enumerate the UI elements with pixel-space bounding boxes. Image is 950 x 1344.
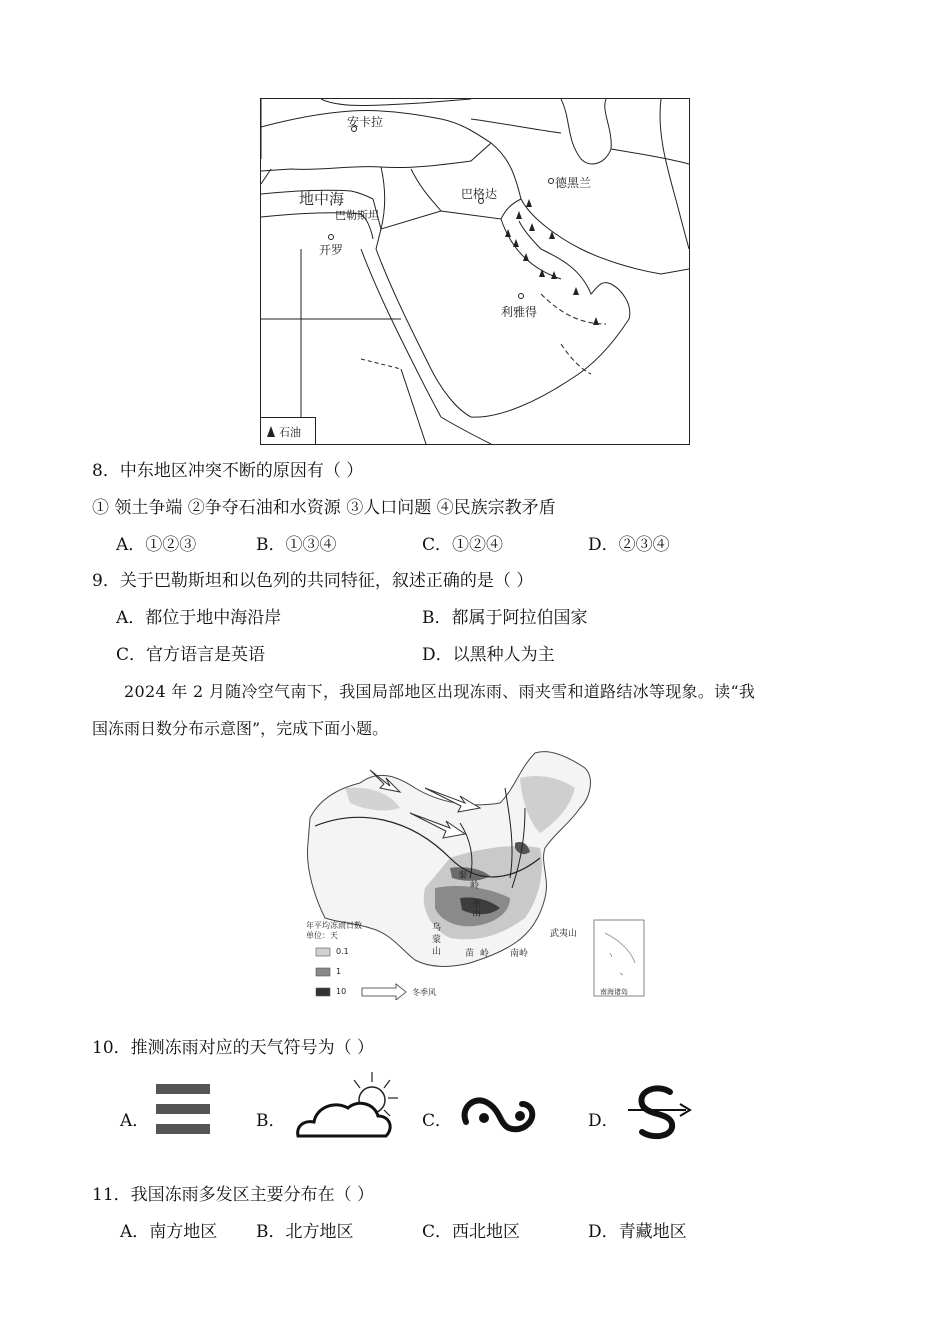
label-baghdad: 巴格达 xyxy=(461,187,498,201)
label-riyadh: 利雅得 xyxy=(501,305,538,319)
label-wumeng-1: 乌 xyxy=(432,923,442,933)
q8-option-b[interactable]: B．①③④ xyxy=(256,535,337,555)
q11-stem: 11．我国冻雨多发区主要分布在（ ） xyxy=(92,1185,375,1205)
legend-oil-label: 石油 xyxy=(279,426,301,439)
label-ling: 岭 xyxy=(480,949,490,959)
legend-winter-wind: 冬季风 xyxy=(412,988,436,997)
china-map-drawing xyxy=(300,748,650,1000)
label-tehran: 德黑兰 xyxy=(555,176,592,190)
q10-option-d[interactable]: D． xyxy=(588,1111,619,1131)
legend-value-1: 1 xyxy=(336,967,342,976)
map-legend xyxy=(261,417,316,444)
label-wushan-shan: 山 xyxy=(472,909,482,919)
legend-title: 年平均冻雨日数 xyxy=(306,921,362,930)
china-freezing-rain-map xyxy=(300,748,650,1000)
legend-unit: 单位：天 xyxy=(306,931,338,940)
q9-stem: 9．关于巴勒斯坦和以色列的共同特征，叙述正确的是（ ） xyxy=(92,571,534,591)
fog-symbol-icon xyxy=(156,1084,212,1138)
q9-option-a[interactable]: A．都位于地中海沿岸 xyxy=(116,608,282,628)
intro-line2: 国冻雨日数分布示意图”，完成下面小题。 xyxy=(92,719,389,738)
legend-value-10: 10 xyxy=(336,987,347,996)
q8-stem: 8．中东地区冲突不断的原因有（ ） xyxy=(92,461,364,481)
label-qinling-1: 秦 xyxy=(458,871,468,881)
oil-icon xyxy=(265,424,277,438)
label-wumeng-shan: 山 xyxy=(432,947,442,957)
q10-option-a[interactable]: A． xyxy=(120,1111,150,1131)
q10-option-c[interactable]: C． xyxy=(422,1111,453,1131)
label-wumeng-2: 蒙 xyxy=(432,935,442,945)
q10-stem: 10．推测冻雨对应的天气符号为（ ） xyxy=(92,1038,375,1058)
label-wushan: 巫 xyxy=(472,899,482,909)
label-ankara: 安卡拉 xyxy=(347,115,384,129)
label-nanling: 南岭 xyxy=(510,949,529,959)
legend-value-0-1: 0.1 xyxy=(336,947,349,956)
sandstorm-symbol-icon xyxy=(624,1084,694,1142)
q8-option-c[interactable]: C．①②④ xyxy=(422,535,504,555)
label-cairo: 开罗 xyxy=(319,243,344,257)
q11-option-b[interactable]: B．北方地区 xyxy=(256,1222,354,1242)
middle-east-map-drawing xyxy=(261,99,689,444)
freezing-rain-symbol-icon xyxy=(458,1092,546,1138)
label-palestine: 巴勒斯坦 xyxy=(335,209,379,222)
q10-option-b[interactable]: B． xyxy=(256,1111,286,1131)
middle-east-map xyxy=(260,98,690,445)
label-qinling-2: 岭 xyxy=(470,881,480,891)
label-miao: 苗 xyxy=(465,949,475,959)
label-wuyi: 武夷山 xyxy=(550,929,578,939)
q11-option-a[interactable]: A．南方地区 xyxy=(120,1222,218,1242)
intro-line1: 2024 年 2 月随冷空气南下，我国局部地区出现冻雨、雨夹雪和道路结冰等现象。读“我 xyxy=(124,682,756,701)
q9-option-b[interactable]: B．都属于阿拉伯国家 xyxy=(422,608,588,628)
q8-option-d[interactable]: D．②③④ xyxy=(588,535,670,555)
partly-cloudy-icon xyxy=(294,1070,404,1142)
q9-option-d[interactable]: D．以黑种人为主 xyxy=(422,645,555,665)
q9-option-c[interactable]: C．官方语言是英语 xyxy=(116,645,266,665)
q11-option-d[interactable]: D．青藏地区 xyxy=(588,1222,687,1242)
label-mediterranean: 地中海 xyxy=(299,190,345,208)
q11-option-c[interactable]: C．西北地区 xyxy=(422,1222,521,1242)
q8-option-a[interactable]: A．①②③ xyxy=(116,535,197,555)
label-south-china-sea-islands: 南海诸岛 xyxy=(600,988,628,996)
q8-statements: ① 领土争端 ②争夺石油和水资源 ③人口问题 ④民族宗教矛盾 xyxy=(92,498,556,518)
